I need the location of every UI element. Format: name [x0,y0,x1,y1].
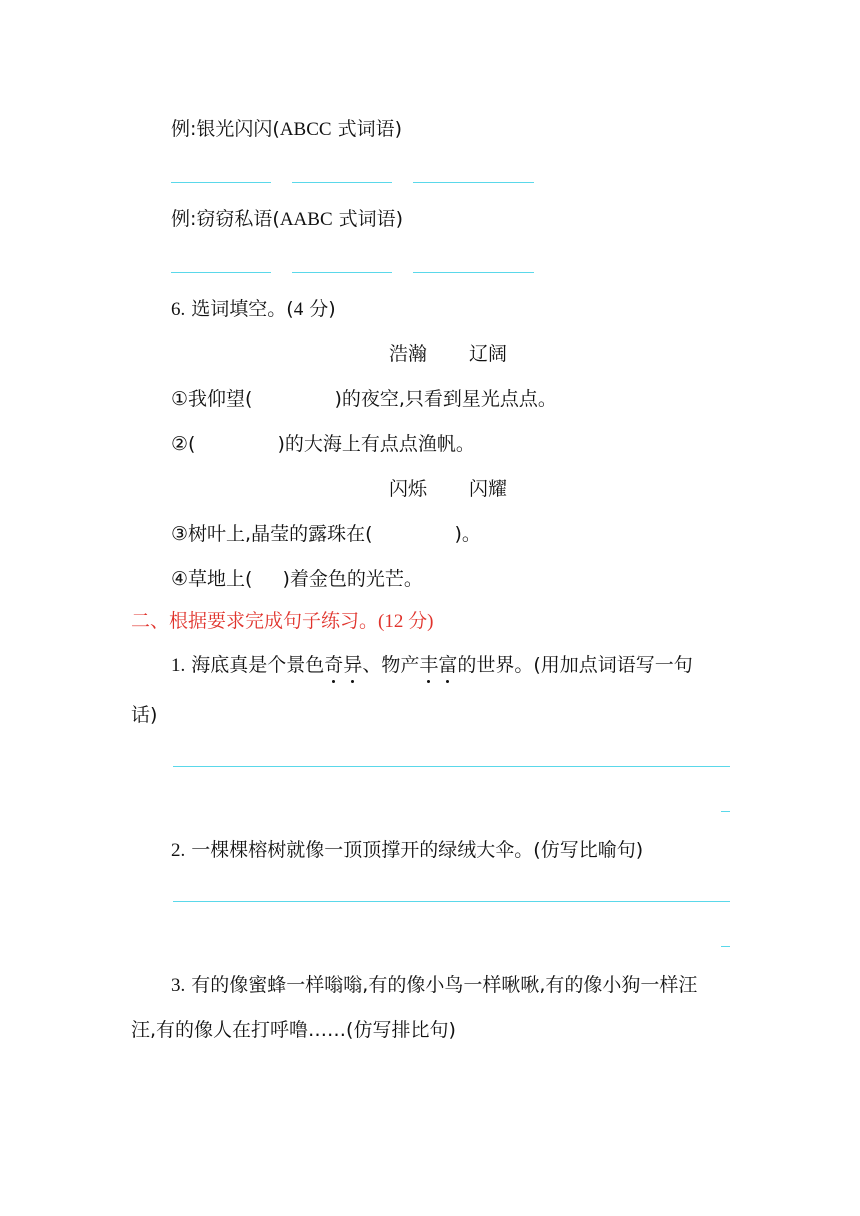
example-abcc: 例:银光闪闪(ABCC 式词语) [171,118,403,140]
word-bank-1 [389,342,507,366]
fill-item-1: ①我仰望( )的夜空,只看到星光点点。 [171,388,557,410]
question-6-title: 6. 选词填空。(4 分) [171,298,336,320]
answer-line-end [721,946,730,947]
example-aabc: 例:窃窃私语(AABC 式词语) [171,208,404,230]
pattern-abcc: ABCC [279,119,332,140]
dotted-char: 奇 [324,654,344,676]
sentence-2: 2. 一棵棵榕树就像一顶顶撑开的绿绒大伞。(仿写比喻句) [171,839,644,861]
word-option: 浩瀚 [389,343,428,365]
word-option: 闪烁 [389,478,428,500]
answer-blank[interactable] [292,182,392,183]
sentence-3: 3. 有的像蜜蜂一样嗡嗡,有的像小鸟一样啾啾,有的像小狗一样汪 [171,974,698,996]
answer-blank[interactable] [413,182,534,183]
sentence-1-continued: 话) [131,704,158,726]
word-option: 闪耀 [469,478,508,500]
answer-line[interactable] [173,766,730,767]
word-option: 辽阔 [469,343,508,365]
dotted-char: 富 [438,654,458,676]
fill-item-2: ②( )的大海上有点点渔帆。 [171,433,475,455]
fill-item-3: ③树叶上,晶莹的露珠在( )。 [171,523,481,545]
word-bank-2 [389,477,507,501]
dotted-char: 丰 [419,654,439,676]
sentence-1: 1. 海底真是个景色奇异、物产丰富的世界。(用加点词语写一句 [171,654,693,676]
sentence-3-continued: 汪,有的像人在打呼噜……(仿写排比句) [131,1019,456,1041]
dotted-char: 异 [343,654,363,676]
answer-blank[interactable] [171,182,271,183]
answer-line[interactable] [173,901,730,902]
answer-blank[interactable] [413,272,534,273]
answer-blank[interactable] [171,272,271,273]
answer-blank[interactable] [292,272,392,273]
answer-line-end [721,811,730,812]
fill-item-4: ④草地上( )着金色的光芒。 [171,568,423,590]
section-2-heading: 二、根据要求完成句子练习。(12 分) [131,611,434,632]
pattern-aabc: AABC [279,209,333,230]
